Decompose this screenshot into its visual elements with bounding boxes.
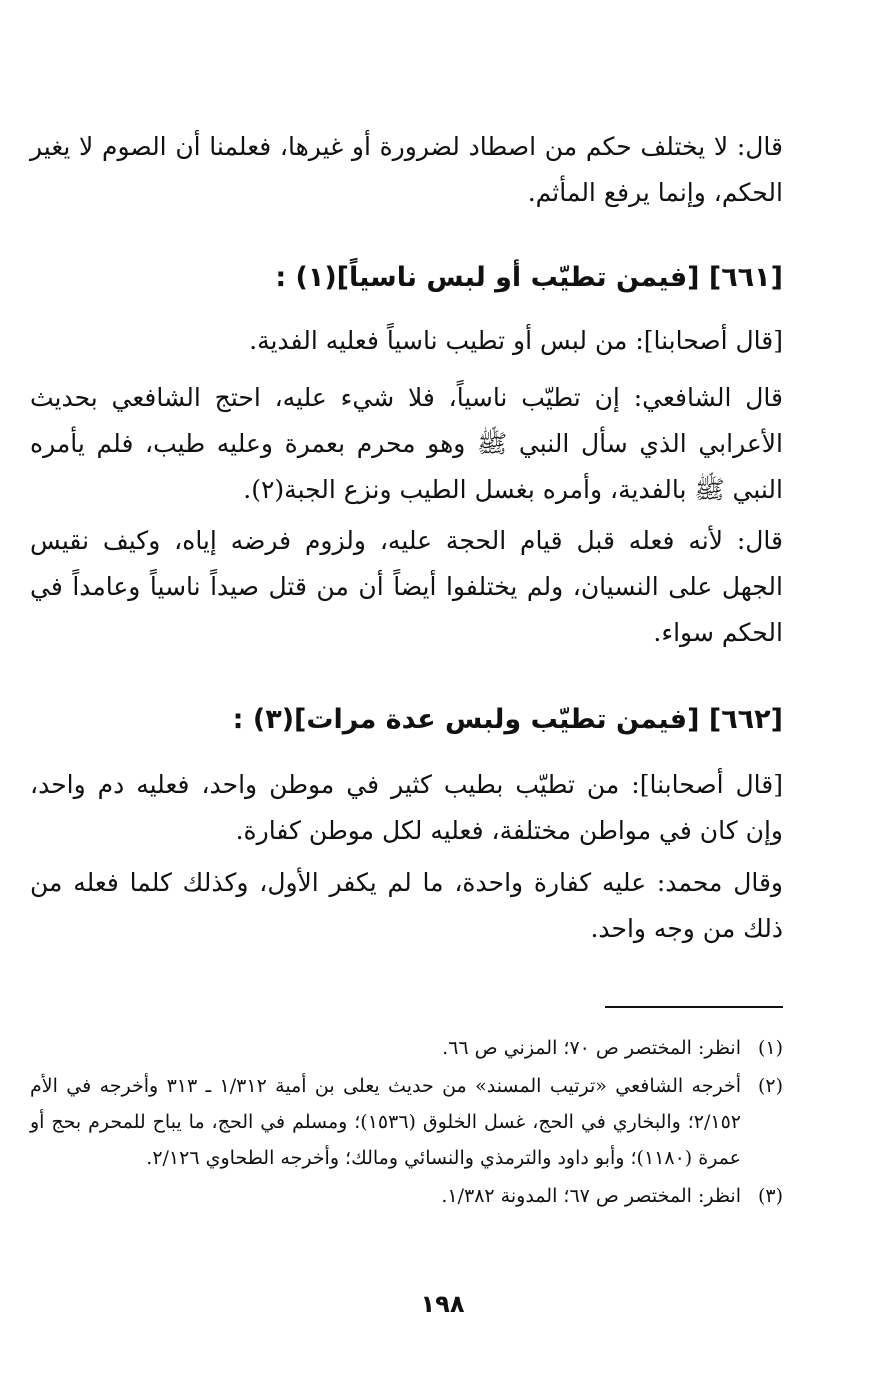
footnotes [30,1030,783,1216]
footnote-item [30,1178,783,1214]
paragraph-argument-661: قال: لأنه فعله قبل قيام الحجة عليه، ولزوم فرضه إياه، وكيف نقيس الجهل على النسيان، ولم يختلفوا أيضاً أن من قتل صيداً ناسياً وعامداً في الحكم سواء. [30,526,783,647]
paragraph-hunting-ruling: قال: لا يختلف حكم من اصطاد لضرورة أو غيرها، فعلمنا أن الصوم لا يغير الحكم، وإنما يرفع المأثم. [30,132,783,207]
page-number: ١٩٨ [420,1290,465,1318]
footnote-divider [605,1006,783,1008]
paragraph-companions-661: [قال أصحابنا]: من لبس أو تطيب ناسياً فعليه الفدية. [249,326,783,355]
footnote-item [30,1068,783,1176]
footnote-text: انظر: المختصر ص ٧٠؛ المزني ص ٦٦. [442,1037,741,1059]
footnote-item [30,1030,783,1066]
footnote-number: (١) [757,1037,783,1059]
paragraph-companions-662: [قال أصحابنا]: من تطيّب بطيب كثير في موطن واحد، فعليه دم واحد، وإن كان في مواطن مختلفة، فعليه لكل موطن كفارة. [30,770,783,845]
footnote-text: أخرجه الشافعي «ترتيب المسند» من حديث يعلى بن أمية ١/٣١٢ ـ ٣١٣ وأخرجه في الأم ٢/١٥٢؛ والبخاري في الحج، غسل الخلوق (١٥٣٦)؛ ومسلم في الحج، ما يباح للمحرم بحج أو عمرة (١١٨٠)؛ وأبو داود والترمذي والنسائي ومالك؛ وأخرجه الطحاوي ٢/١٢٦. [30,1075,742,1169]
paragraph-muhammad-662: وقال محمد: عليه كفارة واحدة، ما لم يكفر الأول، وكذلك كلما فعله من ذلك من وجه واحد. [30,868,783,943]
footnote-number: (٢) [757,1075,783,1097]
section-heading-661: [٦٦١] [فيمن تطيّب أو لبس ناسياً](١) : [275,262,783,293]
paragraph-shafii-661: قال الشافعي: إن تطيّب ناسياً، فلا شيء عليه، احتج الشافعي بحديث الأعرابي الذي سأل النبي ﷺ وهو محرم بعمرة وعليه طيب، فلم يأمره النبي ﷺ بالفدية، وأمره بغسل الطيب ونزع الجبة(٢). [30,383,783,504]
footnote-number: (٣) [757,1185,783,1207]
footnote-text: انظر: المختصر ص ٦٧؛ المدونة ١/٣٨٢. [441,1185,741,1207]
section-heading-662: [٦٦٢] [فيمن تطيّب ولبس عدة مرات](٣) : [232,704,783,735]
